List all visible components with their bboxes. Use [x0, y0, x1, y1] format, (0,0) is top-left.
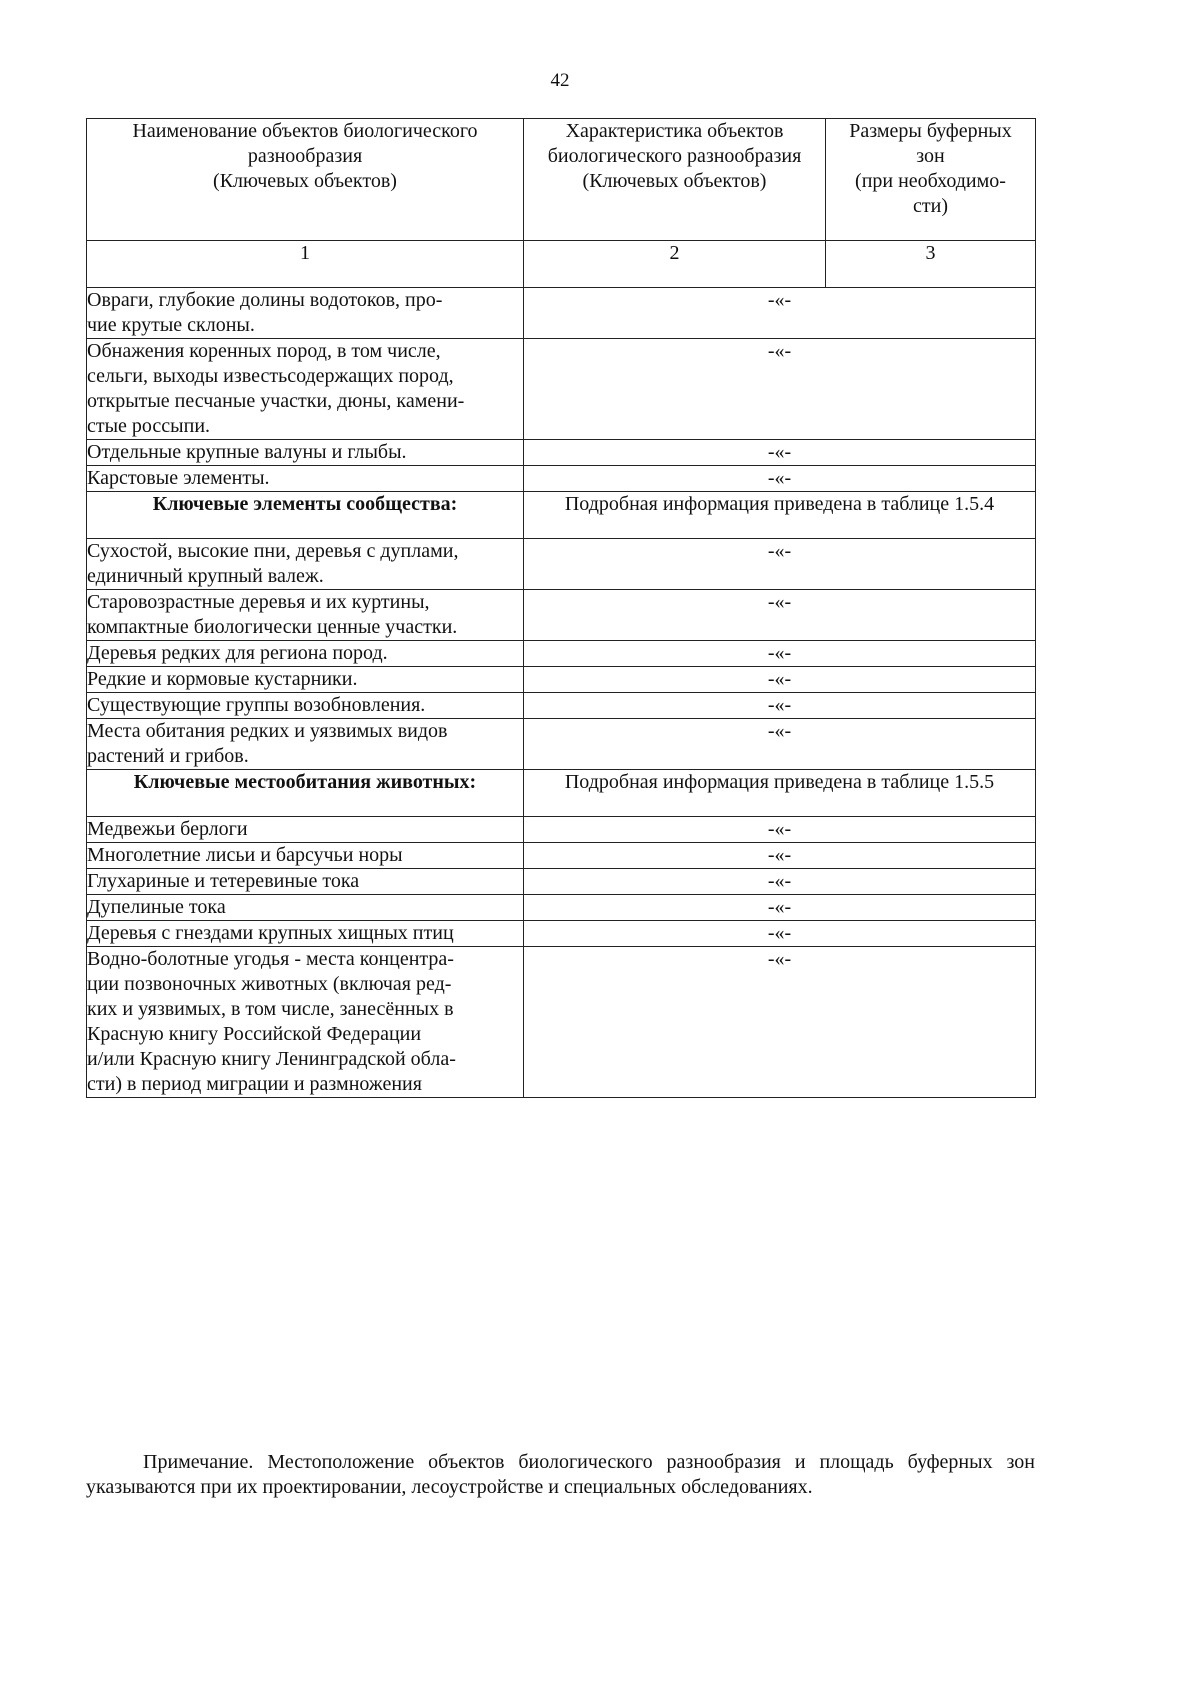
- table-row: [87, 288, 1036, 339]
- header-3-line-3: (при необходимо-: [855, 170, 1006, 192]
- object-name: Отдельные крупные валуны и глыбы.: [87, 440, 524, 466]
- characteristic-value: -«-: [524, 667, 1036, 693]
- characteristic-value: -«-: [524, 539, 1036, 590]
- object-name: Глухариные и тетеревиные тока: [87, 869, 524, 895]
- characteristic-value: -«-: [524, 440, 1036, 466]
- biodiversity-table: [86, 118, 1036, 1098]
- section-title: Ключевые элементы сообщества:: [87, 492, 524, 539]
- characteristic-value: -«-: [524, 817, 1036, 843]
- header-3-line-1: Размеры буферных: [849, 120, 1012, 142]
- characteristic-value: -«-: [524, 641, 1036, 667]
- header-row: [87, 119, 1036, 241]
- object-name: Редкие и кормовые кустарники.: [87, 667, 524, 693]
- characteristic-value: -«-: [524, 921, 1036, 947]
- header-cell-1: [87, 119, 524, 241]
- object-name: Медвежьи берлоги: [87, 817, 524, 843]
- table-row: [87, 440, 1036, 466]
- table-row: [87, 590, 1036, 641]
- section-info: Подробная информация приведена в таблице 1.5.4: [524, 492, 1036, 539]
- table-note: Примечание. Местоположение объектов биологического разнообразия и площадь буферных зон указываются при их проектировании, лесоустройстве и специальных обследованиях.: [86, 1451, 1035, 1498]
- characteristic-value: -«-: [524, 693, 1036, 719]
- table-row: [87, 947, 1036, 1098]
- characteristic-value: -«-: [524, 895, 1036, 921]
- header-3-line-2: зон: [916, 145, 945, 167]
- object-name: Существующие группы возобновления.: [87, 693, 524, 719]
- characteristic-value: -«-: [524, 869, 1036, 895]
- header-2-line-2: биологического разнообразия: [547, 145, 802, 167]
- page-number: 42: [550, 70, 570, 91]
- object-name: Сухостой, высокие пни, деревья с дуплами, единичный крупный валеж.: [87, 539, 524, 590]
- characteristic-value: -«-: [524, 843, 1036, 869]
- table-row: [87, 895, 1036, 921]
- section-info: Подробная информация приведена в таблице 1.5.5: [524, 770, 1036, 817]
- section-row: [87, 770, 1036, 817]
- object-name: Многолетние лисьи и барсучьи норы: [87, 843, 524, 869]
- header-2-line-3: (Ключевых объектов): [582, 170, 767, 192]
- table-row: [87, 843, 1036, 869]
- header-1-line-1: Наименование объектов биологического: [132, 120, 478, 142]
- characteristic-value: -«-: [524, 590, 1036, 641]
- characteristic-value: -«-: [524, 288, 1036, 339]
- header-cell-3: [826, 119, 1036, 241]
- table-row: [87, 667, 1036, 693]
- table-row: [87, 693, 1036, 719]
- table-row: [87, 466, 1036, 492]
- table-row: [87, 817, 1036, 843]
- object-name: Овраги, глубокие долины водотоков, про- чие крутые склоны.: [87, 288, 524, 339]
- column-number-1: 1: [87, 241, 524, 288]
- column-number-2: 2: [524, 241, 826, 288]
- table-row: [87, 339, 1036, 440]
- characteristic-value: -«-: [524, 466, 1036, 492]
- table-row: [87, 539, 1036, 590]
- column-number-3: 3: [826, 241, 1036, 288]
- header-3-line-4: сти): [913, 195, 948, 217]
- object-name: Водно-болотные угодья - места концентра- ции позвоночных животных (включая ред- ких и уязвимых, в том числе, занесённых в Красную книгу Российской Федерации и/или Красную книгу Ленинградской обла- сти) в период миграции и размножения: [87, 947, 524, 1098]
- characteristic-value: -«-: [524, 719, 1036, 770]
- header-cell-2: [524, 119, 826, 241]
- object-name: Карстовые элементы.: [87, 466, 524, 492]
- section-title: Ключевые местообитания животных:: [87, 770, 524, 817]
- characteristic-value: -«-: [524, 947, 1036, 1098]
- header-1-line-3: (Ключевых объектов): [213, 170, 397, 192]
- characteristic-value: -«-: [524, 339, 1036, 440]
- table-row: [87, 869, 1036, 895]
- table-row: [87, 921, 1036, 947]
- object-name: Старовозрастные деревья и их куртины, компактные биологически ценные участки.: [87, 590, 524, 641]
- table-row: [87, 641, 1036, 667]
- object-name: Дупелиные тока: [87, 895, 524, 921]
- object-name: Места обитания редких и уязвимых видов растений и грибов.: [87, 719, 524, 770]
- header-2-line-1: Характеристика объектов: [565, 120, 784, 142]
- object-name: Деревья с гнездами крупных хищных птиц: [87, 921, 524, 947]
- object-name: Деревья редких для региона пород.: [87, 641, 524, 667]
- table-body: [87, 288, 1036, 1098]
- table-row: [87, 719, 1036, 770]
- column-number-row: [87, 241, 1036, 288]
- object-name: Обнажения коренных пород, в том числе, сельги, выходы известьсодержащих пород, открытые песчаные участки, дюны, камени- стые россыпи.: [87, 339, 524, 440]
- header-1-line-2: разнообразия: [247, 145, 363, 167]
- section-row: [87, 492, 1036, 539]
